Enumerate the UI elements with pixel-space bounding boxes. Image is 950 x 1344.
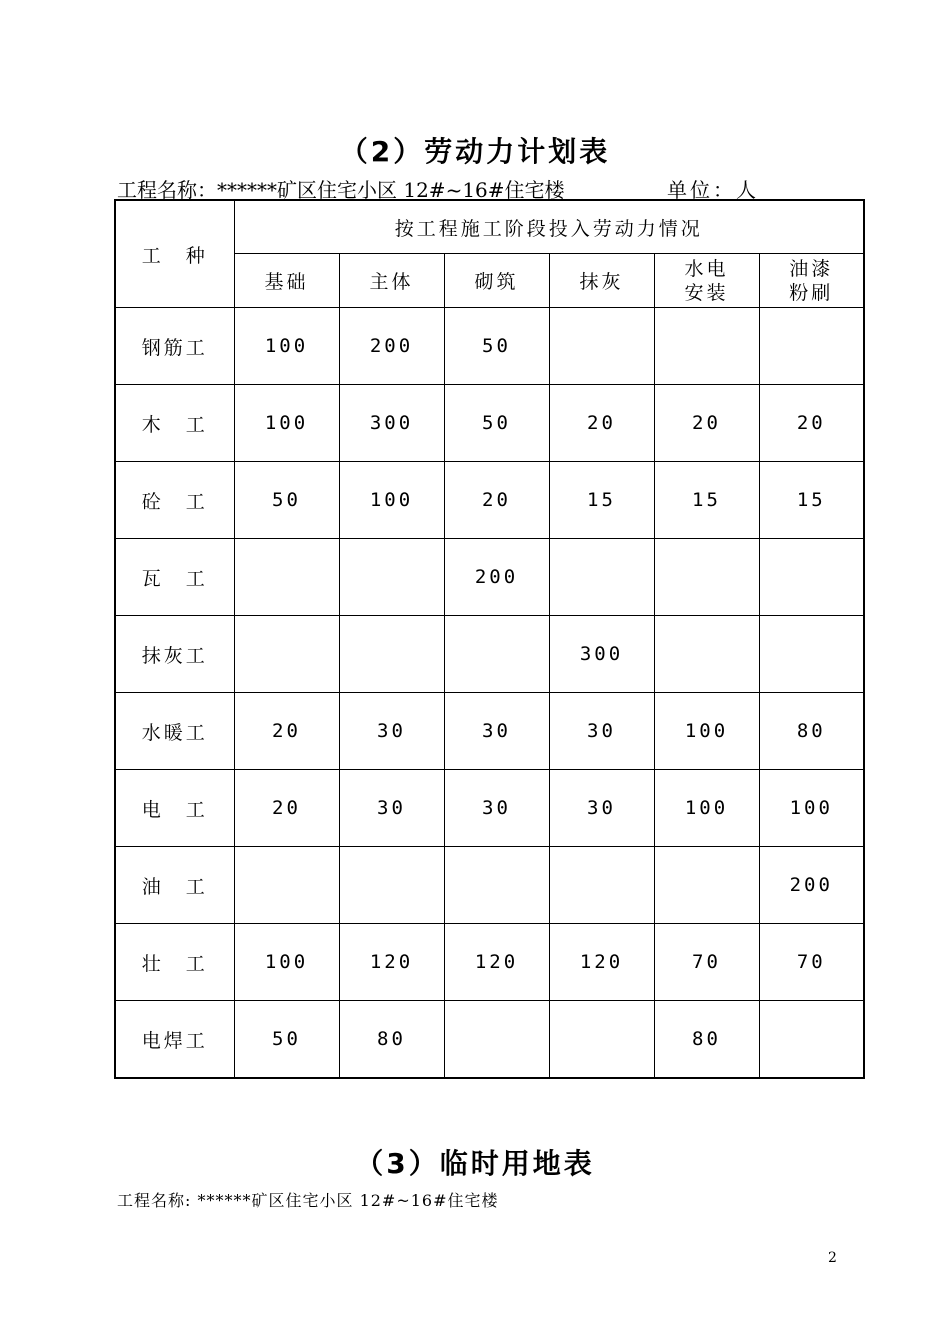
- value-cell: [549, 1001, 654, 1079]
- value-cell: [759, 308, 864, 385]
- trade-cell: 电焊工: [115, 1001, 234, 1079]
- header-stage: [234, 254, 339, 308]
- table-row: [115, 539, 864, 616]
- value-cell: 20: [759, 385, 864, 462]
- trade-cell: 抹灰工: [115, 616, 234, 693]
- trade-cell: 电 工: [115, 770, 234, 847]
- value-cell: 30: [339, 693, 444, 770]
- trade-cell: 壮 工: [115, 924, 234, 1001]
- table-row: [115, 462, 864, 539]
- value-cell: 80: [654, 1001, 759, 1079]
- value-cell: [234, 616, 339, 693]
- header-stage-line: 粉刷: [789, 281, 834, 304]
- value-cell: 50: [234, 1001, 339, 1079]
- header-stage-line: 油漆: [789, 257, 834, 280]
- labor-plan-table: [114, 199, 865, 1079]
- header-stage-line: 抹灰: [579, 271, 624, 293]
- value-cell: 50: [444, 308, 549, 385]
- table-row: [115, 385, 864, 462]
- value-cell: 20: [654, 385, 759, 462]
- value-cell: [339, 616, 444, 693]
- value-cell: 15: [759, 462, 864, 539]
- value-cell: [234, 539, 339, 616]
- value-cell: 100: [234, 385, 339, 462]
- value-cell: 70: [654, 924, 759, 1001]
- trade-cell: 钢筋工: [115, 308, 234, 385]
- header-stage-line: 主体: [369, 271, 414, 293]
- table-row: [115, 847, 864, 924]
- value-cell: 300: [339, 385, 444, 462]
- table-row: [115, 693, 864, 770]
- trade-cell: 油 工: [115, 847, 234, 924]
- value-cell: 15: [549, 462, 654, 539]
- table-row: [115, 1001, 864, 1079]
- land-project-name: 工程名称: ******矿区住宅小区 12#~16#住宅楼: [117, 1191, 499, 1210]
- header-stage: [339, 254, 444, 308]
- value-cell: 20: [234, 693, 339, 770]
- value-cell: [654, 539, 759, 616]
- value-cell: 100: [654, 693, 759, 770]
- value-cell: 50: [444, 385, 549, 462]
- value-cell: [339, 847, 444, 924]
- value-cell: [549, 308, 654, 385]
- value-cell: 120: [549, 924, 654, 1001]
- value-cell: 200: [444, 539, 549, 616]
- page-number: 2: [828, 1250, 837, 1266]
- value-cell: 30: [339, 770, 444, 847]
- value-cell: [549, 847, 654, 924]
- value-cell: 20: [444, 462, 549, 539]
- header-stage-group: 按工程施工阶段投入劳动力情况: [234, 200, 864, 254]
- value-cell: 20: [234, 770, 339, 847]
- trade-cell: 砼 工: [115, 462, 234, 539]
- value-cell: [759, 539, 864, 616]
- value-cell: [444, 616, 549, 693]
- value-cell: 20: [549, 385, 654, 462]
- header-stage-line: 安装: [684, 281, 729, 304]
- table-row: [115, 308, 864, 385]
- header-stage: [444, 254, 549, 308]
- trade-cell: 水暖工: [115, 693, 234, 770]
- value-cell: 30: [444, 770, 549, 847]
- value-cell: 30: [444, 693, 549, 770]
- project-name: 工程名称：******矿区住宅小区 12#~16#住宅楼: [117, 178, 565, 202]
- trade-cell: 木 工: [115, 385, 234, 462]
- header-stage-line: 砌筑: [474, 271, 519, 293]
- header-stage: [654, 254, 759, 308]
- value-cell: [234, 847, 339, 924]
- table-row: [115, 924, 864, 1001]
- value-cell: 50: [234, 462, 339, 539]
- table-row: [115, 770, 864, 847]
- value-cell: [759, 1001, 864, 1079]
- value-cell: 80: [759, 693, 864, 770]
- value-cell: 100: [654, 770, 759, 847]
- value-cell: [654, 847, 759, 924]
- value-cell: 100: [234, 924, 339, 1001]
- value-cell: [444, 847, 549, 924]
- value-cell: 120: [444, 924, 549, 1001]
- value-cell: 80: [339, 1001, 444, 1079]
- value-cell: [654, 616, 759, 693]
- labor-plan-title: （2）劳动力计划表: [339, 135, 611, 168]
- value-cell: [759, 616, 864, 693]
- value-cell: 100: [339, 462, 444, 539]
- header-stage: [759, 254, 864, 308]
- value-cell: 300: [549, 616, 654, 693]
- unit-label: 单位：人: [667, 178, 759, 202]
- header-stage-line: 水电: [684, 257, 729, 280]
- value-cell: 30: [549, 770, 654, 847]
- value-cell: 15: [654, 462, 759, 539]
- table-row: [115, 616, 864, 693]
- value-cell: 200: [339, 308, 444, 385]
- land-table-title: （3）临时用地表: [355, 1147, 595, 1180]
- header-stage: [549, 254, 654, 308]
- value-cell: 100: [234, 308, 339, 385]
- trade-cell: 瓦 工: [115, 539, 234, 616]
- value-cell: [339, 539, 444, 616]
- value-cell: [654, 308, 759, 385]
- header-stage-line: 基础: [264, 271, 309, 293]
- value-cell: 120: [339, 924, 444, 1001]
- value-cell: [549, 539, 654, 616]
- value-cell: 100: [759, 770, 864, 847]
- value-cell: 70: [759, 924, 864, 1001]
- value-cell: 200: [759, 847, 864, 924]
- value-cell: [444, 1001, 549, 1079]
- header-trade: 工 种: [115, 200, 234, 308]
- value-cell: 30: [549, 693, 654, 770]
